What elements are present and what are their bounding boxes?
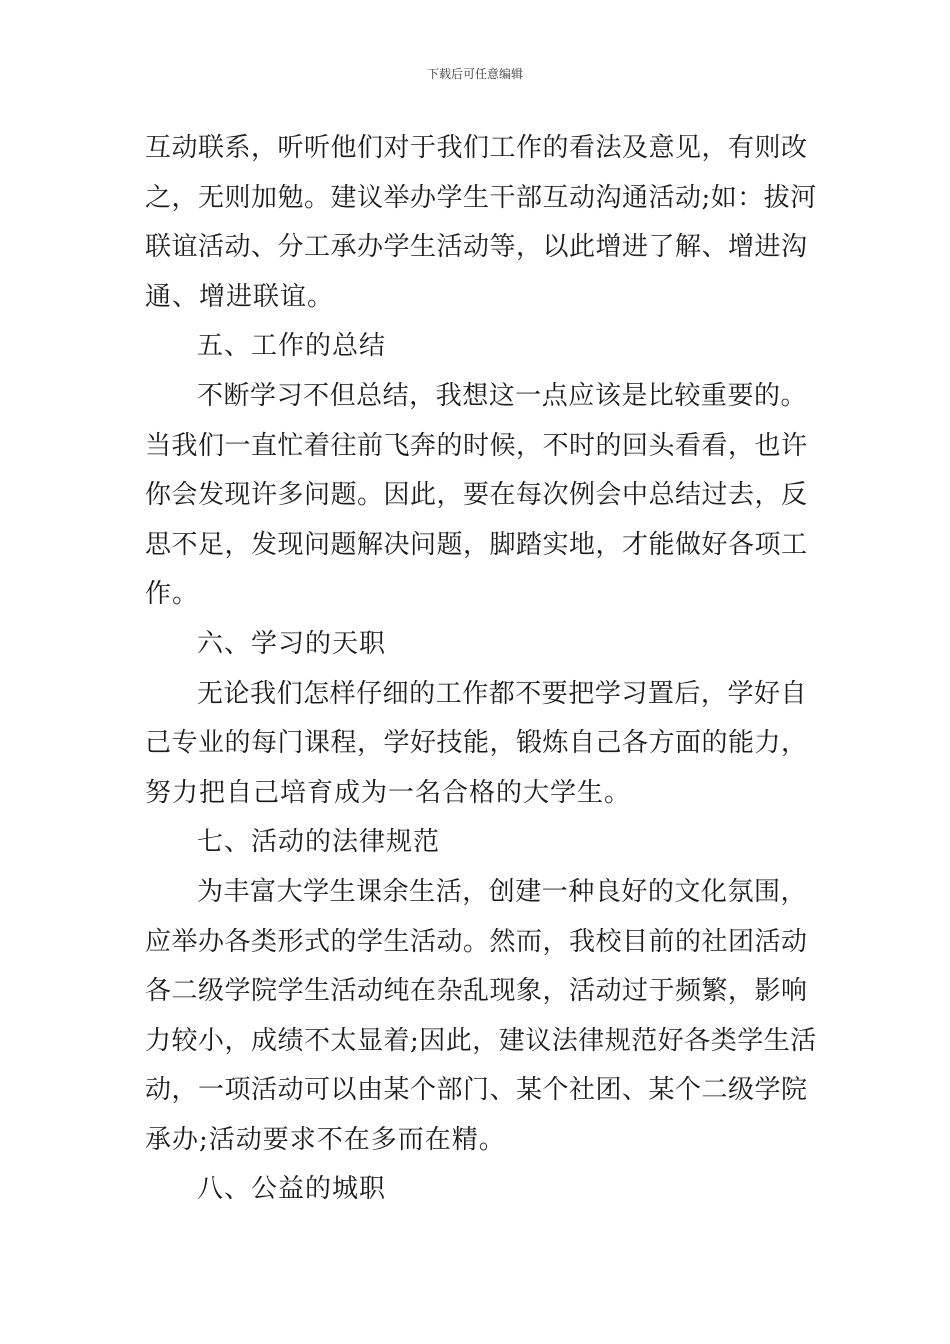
text-line: 联谊活动、分工承办学生活动等，以此增进了解、增进沟	[145, 232, 808, 263]
text-line: 应举办各类形式的学生活动。然而，我校目前的社团活动	[145, 926, 808, 957]
text-line: 承办;活动要求不在多而在精。	[145, 1124, 506, 1155]
section-heading: 六、学习的天职	[197, 628, 387, 659]
text-line: 己专业的每门课程，学好技能，锻炼自己各方面的能力，	[145, 728, 808, 759]
text-line: 各二级学院学生活动纯在杂乱现象，活动过于频繁，影响	[145, 976, 808, 1007]
text-line: 力较小，成绩不太显着;因此，建议法律规范好各类学生活	[145, 1025, 817, 1056]
document-body	[145, 124, 817, 1215]
text-line: 互动联系，听听他们对于我们工作的看法及意见，有则改	[145, 133, 808, 163]
text-line: 作。	[145, 579, 200, 610]
text-line: 思不足，发现问题解决问题，脚踏实地，才能做好各项工	[145, 529, 808, 560]
text-line: 努力把自己培育成为一名合格的大学生。	[145, 777, 632, 808]
section-heading: 五、工作的总结	[197, 331, 387, 362]
text-line: 通、增进联谊。	[145, 281, 335, 312]
text-line: 动，一项活动可以由某个部门、某个社团、某个二级学院	[145, 1075, 808, 1106]
section-heading: 八、公益的城职	[197, 1174, 387, 1205]
text-line: 你会发现许多问题。因此，要在每次例会中总结过去，反	[145, 480, 808, 511]
text-line: 之，无则加勉。建议举办学生干部互动沟通活动;如：拔河	[145, 182, 817, 213]
section-heading: 七、活动的法律规范	[197, 827, 441, 858]
page-header-note: 下载后可任意编辑	[426, 67, 523, 81]
text-line: 当我们一直忙着往前飞奔的时候，不时的回头看看，也许	[145, 430, 808, 461]
paragraph-first-line: 不断学习不但总结，我想这一点应该是比较重要的。	[197, 380, 807, 411]
paragraph-first-line: 为丰富大学生课余生活，创建一种良好的文化氛围，	[197, 876, 807, 907]
paragraph-first-line: 无论我们怎样仔细的工作都不要把学习置后，学好自	[197, 678, 807, 709]
